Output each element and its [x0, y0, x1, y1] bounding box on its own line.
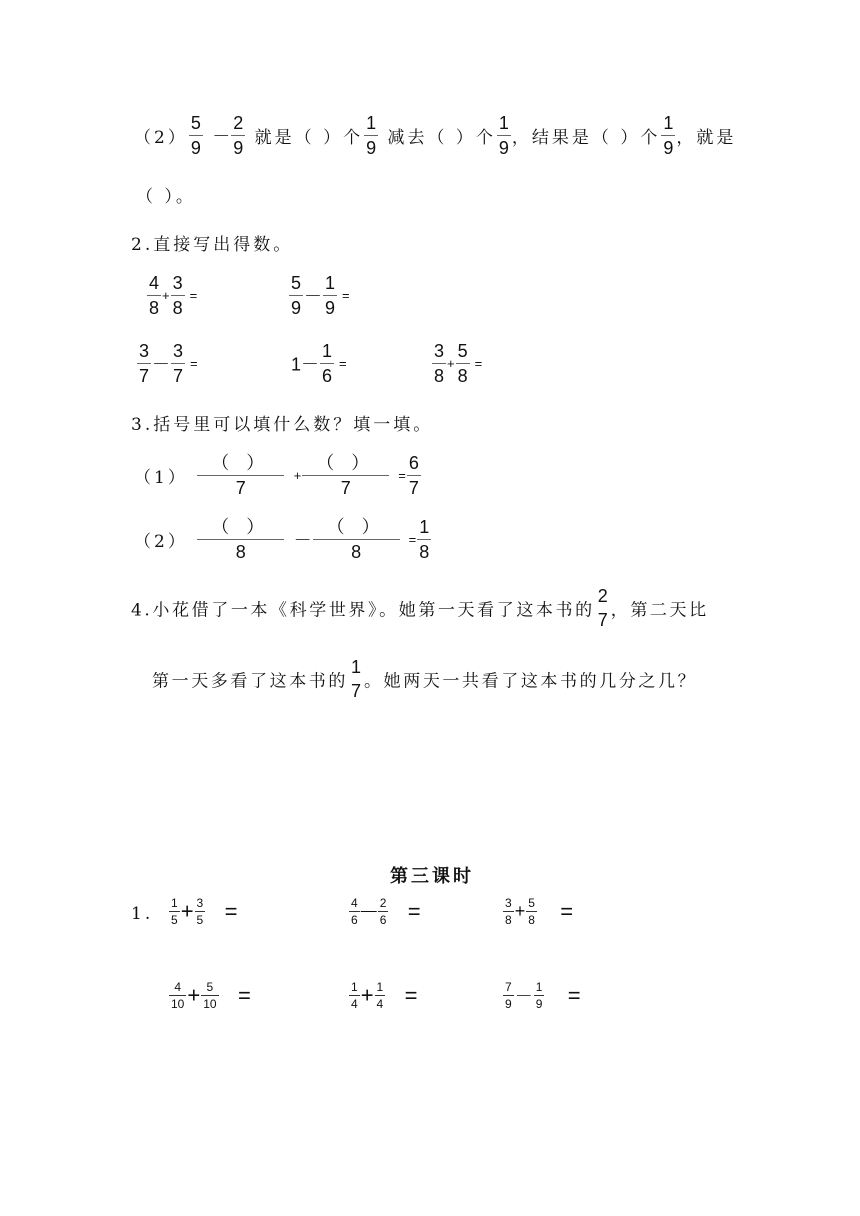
- fraction: $\frac{1}{9}$: [663, 113, 674, 158]
- fraction: $\frac{3}{8}$: [172, 273, 183, 318]
- fraction: $\frac{1}{4}$: [351, 980, 358, 1011]
- minus-sign: －: [304, 286, 323, 307]
- q4-line1: [131, 585, 709, 631]
- equals-sign: =: [408, 532, 417, 547]
- q1-part2-line2: （ ）。: [136, 187, 196, 207]
- fraction: $\frac{3}{8}$: [505, 896, 512, 927]
- q4-text1: 4.小花借了一本《科学世界》。她第一天看了这本书的: [131, 600, 595, 621]
- text: 就是（ ）个: [254, 128, 364, 148]
- q1-part2-label: （2）: [134, 128, 188, 148]
- minus-sign: －: [152, 354, 171, 375]
- q1-part2-line: [134, 112, 736, 159]
- plus-sign: +: [162, 288, 170, 303]
- fraction: $\frac{1}{9}$: [535, 980, 543, 1011]
- q2-item-2: [288, 272, 350, 319]
- fraction: $\frac{1}{5}$: [171, 896, 178, 927]
- q3-part1: [134, 452, 422, 499]
- fraction: $\frac{3}{7}$: [139, 341, 150, 386]
- blank-fraction[interactable]: $\frac{( )}{8}$: [197, 516, 284, 563]
- fraction: $\frac{1}{4}$: [376, 980, 384, 1011]
- blank-fraction[interactable]: $\frac{( )}{7}$: [302, 452, 389, 499]
- minus-sign: －: [514, 986, 533, 1007]
- fraction: 2 7: [597, 586, 608, 630]
- lesson3-item-5: [348, 980, 418, 1011]
- lesson3-item-2: [348, 896, 421, 927]
- minus-sign: －: [293, 530, 312, 551]
- fraction: $\frac{4}{6}$: [351, 896, 358, 927]
- blank-fraction[interactable]: $\frac{( )}{8}$: [313, 516, 400, 563]
- q3-part1-label: （1）: [134, 468, 188, 488]
- plus-sign: +: [187, 982, 201, 1008]
- fraction: $\frac{1}{8}$: [419, 517, 430, 562]
- equals-sign: =: [404, 982, 418, 1008]
- equals-sign: =: [342, 288, 350, 303]
- equals-sign: =: [560, 898, 574, 924]
- fraction: $\frac{1}{6}$: [322, 341, 333, 386]
- fraction: $\frac{5}{10}$: [203, 980, 217, 1011]
- plus-sign: +: [514, 901, 526, 921]
- equals-sign: =: [567, 982, 581, 1008]
- equals-sign: =: [224, 898, 238, 924]
- fraction: $\frac{3}{7}$: [173, 341, 184, 386]
- q4-text3: 第一天多看了这本书的: [152, 671, 348, 692]
- equals-sign: =: [474, 356, 483, 371]
- plus-sign: +: [293, 468, 302, 483]
- fraction: $\frac{1}{9}$: [325, 273, 336, 318]
- minus-sign: －: [212, 126, 231, 147]
- q2-item-3: [136, 340, 198, 387]
- blank-fraction[interactable]: $\frac{( )}{7}$: [197, 452, 284, 499]
- fraction: $\frac{3}{8}$: [434, 341, 445, 386]
- equals-sign: =: [339, 356, 347, 371]
- q4-text4: 。她两天一共看了这本书的几分之几？: [364, 671, 698, 692]
- equals-sign: =: [189, 288, 198, 303]
- lesson3-item-3: [502, 896, 573, 927]
- fraction: $\frac{5}{8}$: [528, 896, 535, 927]
- lesson3-item-6: [502, 980, 581, 1011]
- fraction: $\frac{1}{9}$: [498, 113, 509, 158]
- fraction: $\frac{7}{9}$: [505, 980, 512, 1011]
- q4-line2: [152, 656, 697, 702]
- lesson3-item-1: [168, 896, 238, 927]
- whole-number-minus: 1－: [291, 354, 320, 375]
- fraction: $\frac{5}{9}$: [291, 273, 302, 318]
- fraction: $\frac{5}{9}$: [190, 113, 201, 158]
- q2-item-1: [146, 272, 197, 319]
- text: ，就是: [676, 128, 737, 148]
- plus-sign: +: [180, 898, 194, 924]
- equals-sign: =: [190, 356, 198, 371]
- equals-sign: =: [237, 982, 251, 1008]
- fraction: $\frac{2}{6}$: [379, 896, 387, 927]
- lesson3-number: 1.: [131, 904, 154, 924]
- fraction: 1 7: [351, 657, 362, 701]
- fraction: $\frac{2}{9}$: [233, 113, 244, 158]
- q2-item-5: [431, 340, 482, 387]
- fraction: $\frac{4}{8}$: [149, 273, 160, 318]
- equals-sign: =: [407, 898, 421, 924]
- lesson3-title: 第三课时: [390, 866, 474, 887]
- text: 减去（ ）个: [387, 128, 496, 148]
- fraction: $\frac{4}{10}$: [171, 980, 185, 1011]
- equals-sign: =: [398, 468, 406, 483]
- plus-sign: +: [447, 356, 455, 371]
- minus-sign: —: [360, 902, 377, 920]
- q3-part2: [134, 516, 432, 563]
- text: ，结果是（ ）个: [511, 128, 661, 148]
- q2-item-4: [291, 340, 347, 387]
- fraction: $\frac{6}{7}$: [408, 453, 419, 498]
- q3-heading: 3.括号里可以填什么数？填一填。: [131, 415, 434, 435]
- plus-sign: +: [360, 982, 374, 1008]
- q2-heading: 2.直接写出得数。: [131, 235, 294, 255]
- fraction: $\frac{5}{8}$: [457, 341, 468, 386]
- fraction: $\frac{3}{5}$: [196, 896, 204, 927]
- lesson3-item-4: [168, 980, 251, 1011]
- q3-part2-label: （2）: [134, 532, 188, 552]
- q4-text2: ，第二天比: [610, 600, 709, 621]
- fraction: $\frac{1}{9}$: [366, 113, 377, 158]
